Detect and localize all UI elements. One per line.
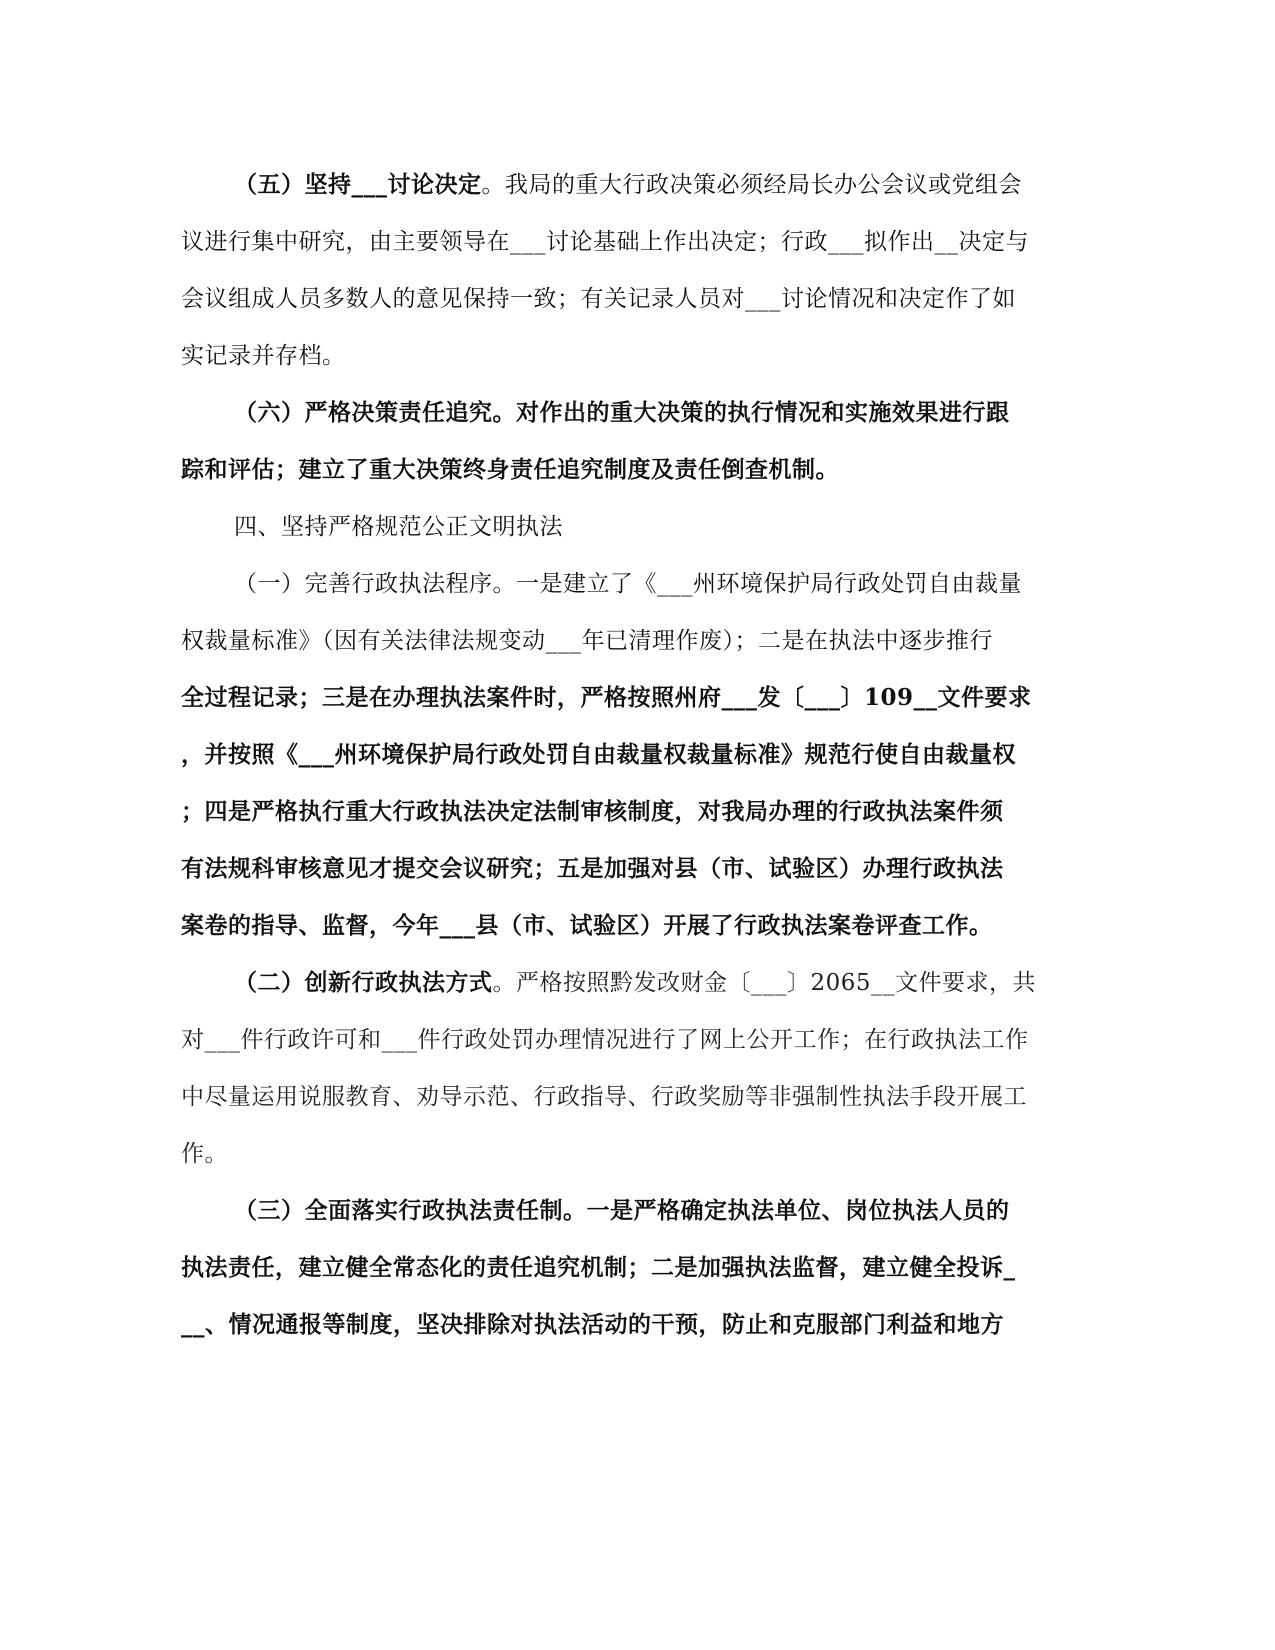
paragraph-5-line-4: 实记录并存档。	[181, 343, 346, 369]
s4-paragraph-1-line-5: ；四是严格执行重大行政执法决定法制审核制度，对我局办理的行政执法案件须	[181, 798, 1004, 825]
s4-paragraph-1-line-1: （一）完善行政执法程序。一是建立了《___州环境保护局行政处罚自由裁量	[234, 571, 1022, 597]
s4-paragraph-2-line-3: 中尽量运用说服教育、劝导示范、行政指导、行政奖励等非强制性执法手段开展工	[181, 1084, 1027, 1110]
s4-paragraph-3-line-2: 执法责任，建立健全常态化的责任追究机制；二是加强执法监督，建立健全投诉_	[181, 1254, 1016, 1281]
paragraph-5-line-3: 会议组成人员多数人的意见保持一致；有关记录人员对___讨论情况和决定作了如	[181, 286, 1016, 312]
paragraph-6-line-1: （六）严格决策责任追究。对作出的重大决策的执行情况和实施效果进行跟	[234, 399, 1010, 426]
s4-paragraph-3-body: 。一是严格确定执法单位、岗位执法人员的	[563, 1197, 1010, 1224]
s4-paragraph-2-heading: （二）创新行政执法方式	[234, 969, 493, 996]
s4-paragraph-2-line-4: 作。	[181, 1141, 228, 1167]
s4-paragraph-1-line-2: 权裁量标准》（因有关法律法规变动___年已清理作废）；二是在执法中逐步推行	[181, 628, 993, 654]
paragraph-5-line-2: 议进行集中研究，由主要领导在___讨论基础上作出决定；行政___拟作出__决定与	[181, 229, 1029, 255]
paragraph-5-heading: （五）坚持___讨论决定	[234, 171, 482, 198]
paragraph-5-line-1	[234, 170, 1022, 200]
s4-paragraph-1-line-4: ，并按照《___州环境保护局行政处罚自由裁量权裁量标准》规范行使自由裁量权	[181, 741, 1016, 768]
s4-paragraph-3-line-1	[234, 1196, 1010, 1226]
s4-paragraph-3-line-3: __、情况通报等制度，坚决排除对执法活动的干预，防止和克服部门利益和地方	[181, 1311, 1004, 1338]
s4-paragraph-3-heading: （三）全面落实行政执法责任制	[234, 1197, 563, 1224]
s4-paragraph-2-line-1	[234, 968, 1036, 998]
s4-paragraph-1-line-7: 案卷的指导、监督，今年___县（市、试验区）开展了行政执法案卷评查工作。	[181, 912, 993, 939]
s4-paragraph-1-line-6: 有法规科审核意见才提交会议研究；五是加强对县（市、试验区）办理行政执法	[181, 855, 1004, 882]
s4-paragraph-2-body: 。严格按照黔发改财金〔___〕2065__文件要求，共	[492, 970, 1037, 996]
s4-paragraph-1-line-3: 全过程记录；三是在办理执法案件时，严格按照州府___发〔___〕109__文件要求	[181, 684, 1032, 711]
paragraph-6-line-2: 踪和评估；建立了重大决策终身责任追究制度及责任倒查机制。	[181, 456, 839, 483]
s4-paragraph-2-line-2: 对___件行政许可和___件行政处罚办理情况进行了网上公开工作；在行政执法工作	[181, 1027, 1029, 1053]
section-4-title: 四、坚持严格规范公正文明执法	[234, 514, 563, 540]
paragraph-5-body: 。我局的重大行政决策必须经局长办公会议或党组会	[481, 172, 1022, 198]
